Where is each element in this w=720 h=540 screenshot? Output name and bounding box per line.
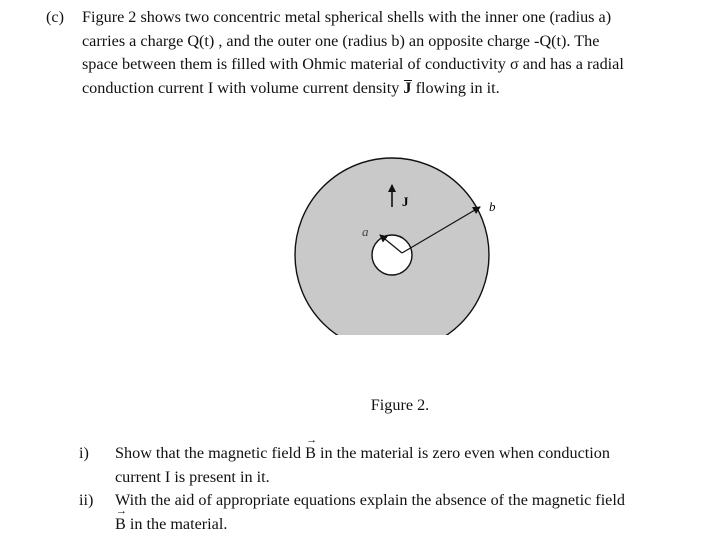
symbol-B-vector: → B	[115, 513, 126, 537]
symbol-sigma: σ	[509, 55, 519, 73]
part-i-line-2: current I is present in it.	[115, 467, 270, 486]
symbol-I: I	[164, 467, 171, 486]
part-i-label: i)	[79, 444, 89, 462]
part-ii-line-2: → B in the material.	[115, 513, 625, 537]
question-text	[82, 6, 624, 100]
part-ii-label: ii)	[79, 491, 94, 509]
part-i-text	[115, 442, 610, 489]
part-ii-line-1: With the aid of appropriate equations explain the absence of the magnetic field	[115, 491, 625, 509]
symbol-I: I	[207, 78, 214, 97]
label-b: b	[489, 199, 496, 214]
part-i-line-1: Show that the magnetic field → B in the material is zero even when conduction	[115, 442, 610, 466]
label-J: J	[402, 194, 409, 209]
part-ii-text	[115, 489, 625, 536]
symbol-B-vector: → B	[305, 442, 316, 466]
symbol-b: b	[391, 31, 400, 50]
figure-caption: Figure 2.	[370, 396, 430, 414]
question-line-3: space between them is filled with Ohmic material of conductivity σ and has a radial	[82, 55, 624, 73]
label-a: a	[362, 224, 369, 239]
question-line-4: conduction current I with volume current density J flowing in it.	[82, 77, 624, 101]
symbol-a: a	[598, 8, 606, 26]
question-line-2: carries a charge Q(t) , and the outer one (radius b) an opposite charge -Q(t). The	[82, 31, 600, 50]
symbol-Q: Q(t)	[187, 31, 215, 50]
question-label: (c)	[46, 8, 64, 26]
symbol-J-vector: J	[403, 77, 411, 101]
inner-shell	[372, 235, 412, 275]
figure-2-diagram	[290, 155, 530, 335]
symbol-Q-neg: Q(t)	[539, 31, 567, 50]
question-line-1: Figure 2 shows two concentric metal spherical shells with the inner one (radius a)	[82, 8, 612, 26]
